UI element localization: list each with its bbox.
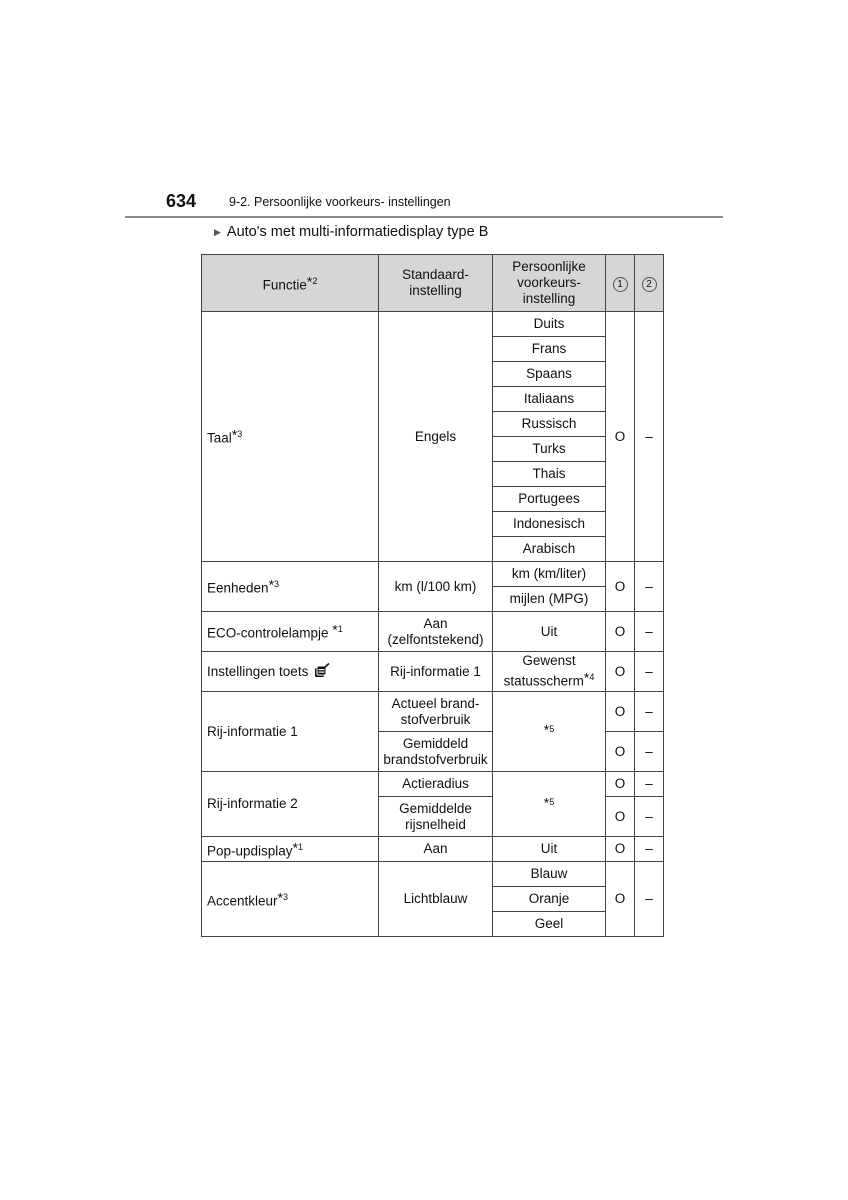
circled-2-icon: 2 [642, 277, 657, 292]
mark-col2: – [635, 732, 664, 772]
mark-col2: – [635, 797, 664, 837]
header-col1 [606, 255, 635, 312]
triangle-bullet-icon: ▶ [214, 227, 221, 237]
mark-col2: – [635, 692, 664, 732]
mark-col2: – [635, 772, 664, 797]
table-row [202, 312, 664, 337]
option-cell: Blauw [493, 862, 606, 887]
table-row [202, 562, 664, 587]
option-cell: mijlen (MPG) [493, 587, 606, 612]
table-header-row [202, 255, 664, 312]
custom-rij2: *$^5$ [493, 772, 606, 837]
option-cell: Arabisch [493, 537, 606, 562]
mark-col1: O [606, 612, 635, 652]
mark-col1: O [606, 652, 635, 692]
mark-col2: – [635, 652, 664, 692]
default-accentkleur: Lichtblauw [379, 862, 493, 937]
header-function: Functie*$^2$ [202, 255, 379, 312]
table-row [202, 837, 664, 862]
mark-col1: O [606, 772, 635, 797]
function-eco: ECO-controlelampje *$^1$ [202, 612, 379, 652]
option-cell: Frans [493, 337, 606, 362]
function-rij-informatie-2: Rij-informatie 2 [202, 772, 379, 837]
mark-col1: O [606, 732, 635, 772]
default-rij2-a: Actieradius [379, 772, 493, 797]
settings-table [201, 254, 664, 937]
table-row [202, 612, 664, 652]
table-row [202, 652, 664, 692]
page-number: 634 [166, 191, 197, 211]
header-col2 [635, 255, 664, 312]
custom-settings-button: Gewenst statusscherm*$^4$ [493, 652, 606, 692]
settings-button-icon [314, 663, 330, 679]
mark-col2: – [635, 562, 664, 612]
subheading-text: Auto's met multi-informatiedisplay type B [226, 224, 489, 240]
table-row [202, 772, 664, 797]
mark-col1: O [606, 862, 635, 937]
option-cell: Italiaans [493, 387, 606, 412]
custom-popup: Uit [493, 837, 606, 862]
mark-col1: O [606, 797, 635, 837]
table-row [202, 692, 664, 732]
subheading [214, 224, 488, 240]
mark-col1: O [606, 692, 635, 732]
option-cell: Portugees [493, 487, 606, 512]
function-settings-button: Instellingen toets [202, 652, 379, 692]
custom-rij1: *$^5$ [493, 692, 606, 772]
function-taal: Taal*$^3$ [202, 312, 379, 562]
default-taal: Engels [379, 312, 493, 562]
function-rij-informatie-1: Rij-informatie 1 [202, 692, 379, 772]
default-settings-button: Rij-informatie 1 [379, 652, 493, 692]
mark-col2: – [635, 862, 664, 937]
option-cell: Geel [493, 912, 606, 937]
default-eenheden: km (l/100 km) [379, 562, 493, 612]
option-cell: Spaans [493, 362, 606, 387]
default-rij1-a: Actueel brand- stofverbruik [379, 692, 493, 732]
option-cell: Russisch [493, 412, 606, 437]
header-custom: Persoonlijke voorkeurs- instelling [493, 255, 606, 312]
table-row [202, 862, 664, 887]
option-cell: km (km/liter) [493, 562, 606, 587]
mark-col2: – [635, 612, 664, 652]
option-cell: Duits [493, 312, 606, 337]
default-popup: Aan [379, 837, 493, 862]
header-divider [125, 216, 723, 218]
mark-col2: – [635, 312, 664, 562]
section-title: 9-2. Persoonlijke voorkeurs- instellingen [229, 195, 451, 209]
option-cell: Oranje [493, 887, 606, 912]
default-eco: Aan (zelfontstekend) [379, 612, 493, 652]
function-accentkleur: Accentkleur*$^3$ [202, 862, 379, 937]
circled-1-icon: 1 [613, 277, 628, 292]
option-cell: Indonesisch [493, 512, 606, 537]
function-pop-updisplay: Pop-updisplay*$^1$ [202, 837, 379, 862]
default-rij1-b: Gemiddeld brandstofverbruik [379, 732, 493, 772]
option-cell: Thais [493, 462, 606, 487]
mark-col1: O [606, 562, 635, 612]
function-eenheden: Eenheden*$^3$ [202, 562, 379, 612]
mark-col2: – [635, 837, 664, 862]
option-cell: Turks [493, 437, 606, 462]
mark-col1: O [606, 312, 635, 562]
default-rij2-b: Gemiddelde rijsnelheid [379, 797, 493, 837]
header-default: Standaard- instelling [379, 255, 493, 312]
custom-eco: Uit [493, 612, 606, 652]
mark-col1: O [606, 837, 635, 862]
